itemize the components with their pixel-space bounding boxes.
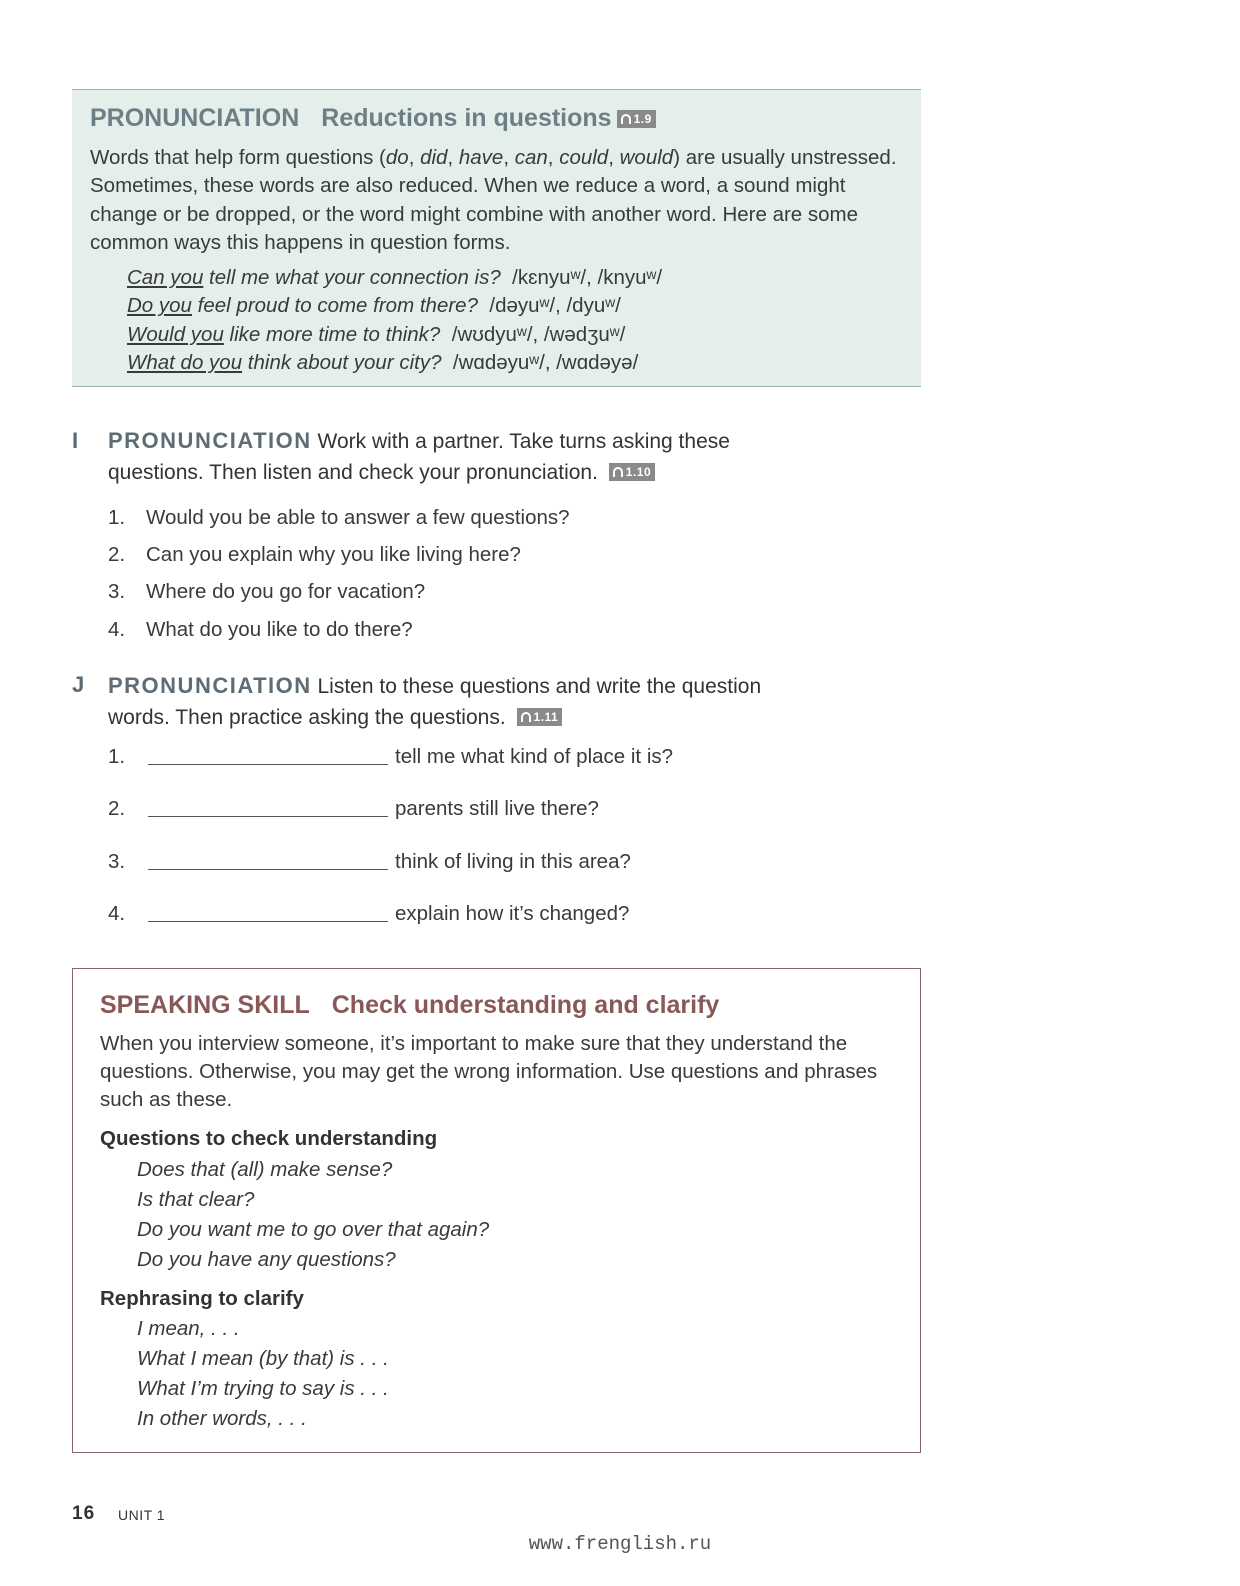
headphones-icon: [521, 712, 531, 722]
exercise-i-letter: I: [72, 428, 79, 453]
paragraph-keyword: would: [619, 146, 674, 169]
exercise-j-letter: J: [72, 672, 85, 697]
pronunciation-subheading: Reductions in questions: [321, 104, 612, 132]
audio-track-number: 1.9: [633, 112, 652, 126]
example-ipa: /dəyuʷ/, /dyuʷ/: [489, 294, 621, 318]
exercise-i-instruction: [108, 425, 898, 488]
example-text: tell me what your connection is?: [203, 266, 501, 289]
phrase-item: What I mean (by that) is . . .: [137, 1347, 389, 1370]
example-item: [127, 349, 662, 377]
item-number: 3.: [108, 580, 126, 604]
item-number: 1.: [108, 506, 126, 529]
list-item: [108, 611, 570, 648]
check-understanding-list: [137, 1155, 489, 1275]
item-text: tell me what kind of place it is?: [395, 745, 674, 768]
item-text: Where do you go for vacation?: [146, 580, 426, 604]
item-number: 1.: [108, 745, 126, 768]
headphones-icon: [621, 114, 631, 124]
paragraph-keyword: do: [385, 146, 409, 169]
exercise-i-questions: [108, 499, 570, 648]
example-item: [127, 321, 662, 349]
audio-track-number: 1.11: [533, 710, 559, 724]
example-underlined: What do you: [127, 351, 243, 375]
paragraph-text: ,: [503, 146, 515, 169]
answer-blank[interactable]: [148, 921, 388, 922]
paragraph-keyword: can: [514, 146, 548, 169]
pronunciation-heading: [90, 104, 656, 133]
item-text: Can you explain why you like living here?: [146, 543, 521, 567]
phrase-item: I mean, . . .: [137, 1317, 240, 1340]
phrase-item: Does that (all) make sense?: [137, 1158, 393, 1181]
paragraph-text: ,: [447, 146, 459, 169]
list-item: [108, 536, 570, 573]
answer-blank[interactable]: [148, 816, 388, 817]
page-number: 16: [72, 1503, 96, 1524]
example-underlined: Can you: [127, 266, 204, 289]
item-text: Would you be able to answer a few questions?: [146, 506, 570, 529]
paragraph-text: ,: [408, 146, 421, 169]
speaking-skill-subheading: Check understanding and clarify: [331, 991, 720, 1019]
paragraph-keyword: have: [458, 146, 504, 169]
exercise-i-instruction-line-1: Work with a partner. Take turns asking these: [317, 430, 730, 453]
example-underlined: Do you: [127, 294, 192, 318]
speaking-skill-paragraph: When you interview someone, it’s important to make sure that they understand the questions. Otherwise, you may get the wrong information. Use questions and phrases such as these.: [100, 1032, 878, 1112]
pronunciation-label: PRONUNCIATION: [90, 104, 300, 132]
exercise-i-instruction-line-2: questions. Then listen and check your pronunciation.: [108, 461, 598, 484]
example-item: [127, 292, 662, 320]
item-number: 2.: [108, 543, 126, 567]
watermark: www.frenglish.ru: [528, 1533, 712, 1555]
phrase-item: Is that clear?: [137, 1188, 255, 1211]
item-number: 3.: [108, 849, 126, 873]
example-text: feel proud to come from there?: [191, 294, 478, 318]
audio-track-badge[interactable]: [609, 463, 655, 481]
item-number: 4.: [108, 617, 126, 641]
example-text: think about your city?: [242, 351, 442, 375]
example-underlined: Would you: [127, 322, 224, 346]
item-number: 4.: [108, 902, 126, 926]
pronunciation-box: [72, 89, 921, 387]
audio-track-badge[interactable]: [517, 708, 563, 726]
example-item: [127, 264, 662, 292]
answer-blank[interactable]: [148, 764, 388, 765]
item-number: 2.: [108, 797, 126, 821]
exercise-j-instruction-line-2: words. Then practice asking the questions.: [108, 706, 506, 729]
exercise-j-keyword: PRONUNCIATION: [108, 673, 312, 698]
check-understanding-heading: Questions to check understanding: [100, 1127, 438, 1150]
exercise-j-instruction: [108, 670, 898, 733]
phrase-item: Do you want me to go over that again?: [137, 1218, 490, 1241]
headphones-icon: [613, 467, 623, 477]
speaking-skill-label: SPEAKING SKILL: [100, 991, 310, 1019]
item-text: What do you like to do there?: [146, 617, 413, 641]
answer-blank[interactable]: [148, 869, 388, 870]
exercise-j-instruction-line-1: Listen to these questions and write the question: [317, 675, 762, 698]
example-ipa: /kɛnyuʷ/, /knyuʷ/: [512, 266, 663, 289]
paragraph-text: ,: [547, 146, 560, 169]
item-text: parents still live there?: [395, 797, 599, 821]
phrase-item: What I’m trying to say is . . .: [137, 1377, 389, 1400]
example-ipa: /wʊdyuʷ/, /wədʒuʷ/: [451, 322, 626, 346]
paragraph-keyword: did: [420, 146, 448, 169]
audio-track-number: 1.10: [625, 465, 652, 479]
example-text: like more time to think?: [223, 322, 441, 346]
exercise-i-keyword: PRONUNCIATION: [108, 428, 312, 453]
paragraph-text: ) are usually unstressed. Sometimes, these words are also reduced. When we reduce a word, a sound might change or be dropped, or the word might combine with another word. Here are some common ways this happens in question forms.: [90, 146, 897, 254]
item-text: explain how it’s changed?: [395, 902, 630, 926]
item-text: think of living in this area?: [395, 849, 631, 873]
speaking-skill-box: [72, 968, 921, 1453]
list-item: [108, 499, 570, 536]
paragraph-text: ,: [608, 146, 620, 169]
speaking-skill-heading: [100, 991, 719, 1020]
pronunciation-paragraph: [90, 144, 910, 257]
pronunciation-examples: [127, 264, 662, 378]
paragraph-keyword: could: [559, 146, 609, 169]
phrase-item: Do you have any questions?: [137, 1248, 396, 1271]
phrase-item: In other words, . . .: [137, 1407, 307, 1430]
list-item: [108, 573, 570, 610]
audio-track-badge[interactable]: [617, 110, 656, 128]
rephrasing-list: [137, 1314, 389, 1434]
unit-label: UNIT 1: [118, 1507, 166, 1523]
paragraph-text: Words that help form questions (: [90, 146, 386, 169]
rephrasing-heading: Rephrasing to clarify: [100, 1287, 304, 1310]
example-ipa: /wɑdəyuʷ/, /wɑdəyə/: [452, 351, 639, 375]
